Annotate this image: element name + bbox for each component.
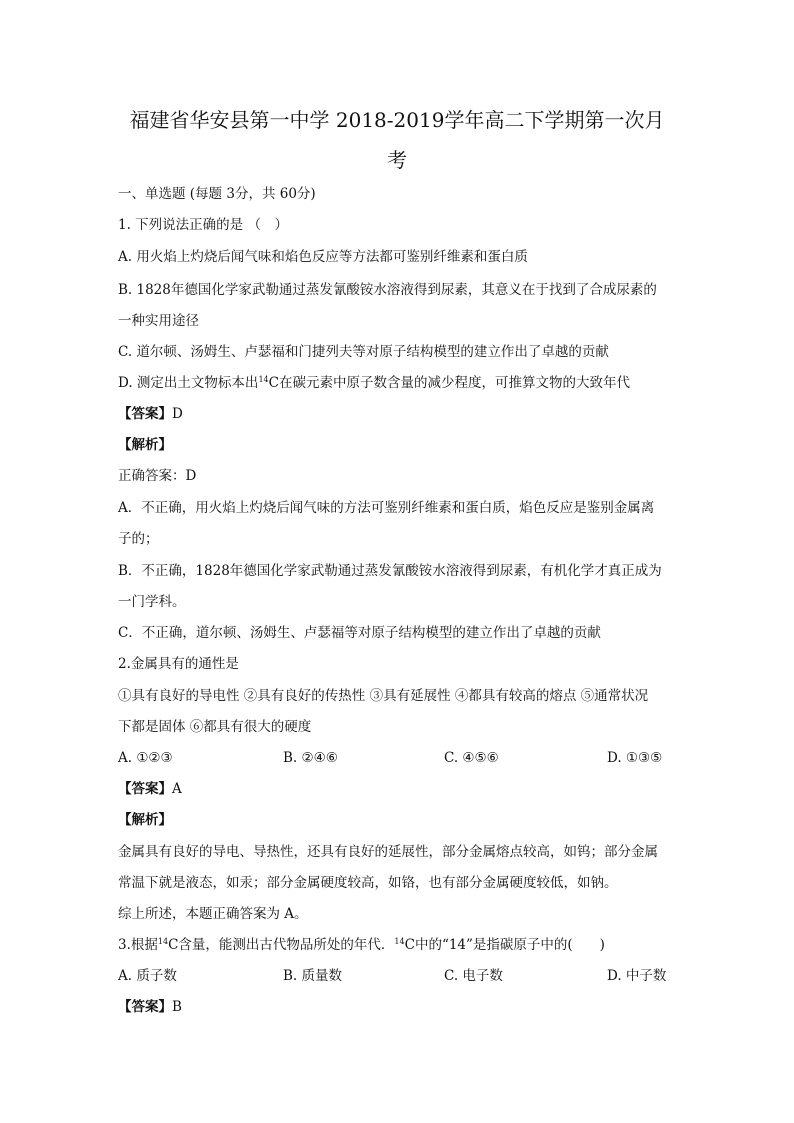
q1-stem: 1. 下列说法正确的是 （ ）	[118, 217, 288, 233]
q2-option-d: D. ①③⑤	[607, 750, 663, 766]
q1-option-d-pre: D. 测定出土文物标本出	[118, 375, 259, 391]
section-heading: 一、单选题 (每题 3分，共 60分)	[118, 186, 316, 202]
q1-option-c: C. 道尔顿、汤姆生、卢瑟福和门捷列夫等对原子结构模型的建立作出了卓越的贡献	[118, 344, 609, 360]
q1-analysis-label: 【解析】	[118, 437, 172, 453]
q2-answer-label: 【答案】	[118, 781, 172, 797]
q1-exp-b-line2: 一门学科。	[118, 594, 186, 610]
q3-stem-post: C中的“14”是指碳原子中的( )	[404, 937, 605, 953]
doc-title-line1: 福建省华安县第一中学 2018-2019学年高二下学期第一次月	[129, 108, 665, 132]
q2-items-line2: 下都是固体 ⑥都具有很大的硬度	[118, 719, 312, 735]
q3-stem	[118, 935, 678, 955]
q1-correct: 正确答案：D	[118, 468, 197, 484]
q2-option-a: A. ①②③	[118, 750, 173, 766]
q3-option-a: A. 质子数	[118, 968, 177, 984]
q3-option-d: D. 中子数	[607, 968, 667, 984]
q3-stem-sup1: 14	[157, 937, 169, 946]
q2-option-c: C. ④⑤⑥	[444, 750, 499, 766]
q3-stem-sup2: 14	[394, 937, 405, 946]
q2-exp-line2: 常温下就是液态，如汞；部分金属硬度较高，如铬，也有部分金属硬度较低，如钠。	[118, 875, 618, 891]
q3-stem-mid: C含量，能测出古代物品所处的年代．	[168, 937, 395, 953]
q2-exp-line1: 金属具有良好的导电、导热性，还具有良好的延展性，部分金属熔点较高，如钨；部分金属	[118, 844, 658, 860]
q3-option-c: C. 电子数	[444, 968, 503, 984]
q3-answer-value: B	[172, 999, 182, 1015]
q2-option-b: B. ②④⑥	[283, 750, 338, 766]
q2-answer	[118, 779, 678, 799]
q1-exp-b-line1: B．不正确，1828年德国化学家武勒通过蒸发氰酸铵水溶液得到尿素，有机化学才真正成为	[118, 563, 662, 579]
q1-exp-c: C．不正确，道尔顿、汤姆生、卢瑟福等对原子结构模型的建立作出了卓越的贡献	[118, 625, 601, 641]
q1-answer-label: 【答案】	[118, 406, 172, 422]
q3-answer-label: 【答案】	[118, 999, 172, 1015]
q1-exp-a-line2: 子的；	[118, 531, 159, 547]
q2-answer-value: A	[172, 781, 182, 797]
q3-answer	[118, 997, 678, 1017]
q1-exp-a-line1: A．不正确，用火焰上灼烧后闻气味的方法可鉴别纤维素和蛋白质，焰色反应是鉴别金属离	[118, 500, 655, 516]
q1-option-b-line2: 一种实用途径	[118, 313, 199, 329]
q1-answer-value: D	[172, 406, 183, 422]
q1-option-b-line1: B. 1828年德国化学家武勒通过蒸发氰酸铵水溶液得到尿素，其意义在于找到了合成尿素的	[118, 282, 657, 298]
doc-title-line2: 考	[387, 148, 407, 172]
q2-stem: 2.金属具有的通性是	[118, 656, 239, 672]
q3-option-b: B. 质量数	[283, 968, 343, 984]
q2-analysis-label: 【解析】	[118, 812, 172, 828]
q3-stem-pre: 3.根据	[118, 937, 158, 953]
q1-option-a: A. 用火焰上灼烧后闻气味和焰色反应等方法都可鉴别纤维素和蛋白质	[118, 249, 528, 265]
q1-option-d-sup: 14	[258, 375, 269, 384]
q1-answer	[118, 404, 678, 424]
q1-option-d	[118, 373, 678, 393]
q2-exp-line3: 综上所述，本题正确答案为 A。	[118, 906, 308, 922]
q2-items-line1: ①具有良好的导电性 ②具有良好的传热性 ③具有延展性 ④都具有较高的熔点 ⑤通常状况	[118, 688, 649, 704]
q1-option-d-post: C在碳元素中原子数含量的减少程度，可推算文物的大致年代	[268, 375, 630, 391]
